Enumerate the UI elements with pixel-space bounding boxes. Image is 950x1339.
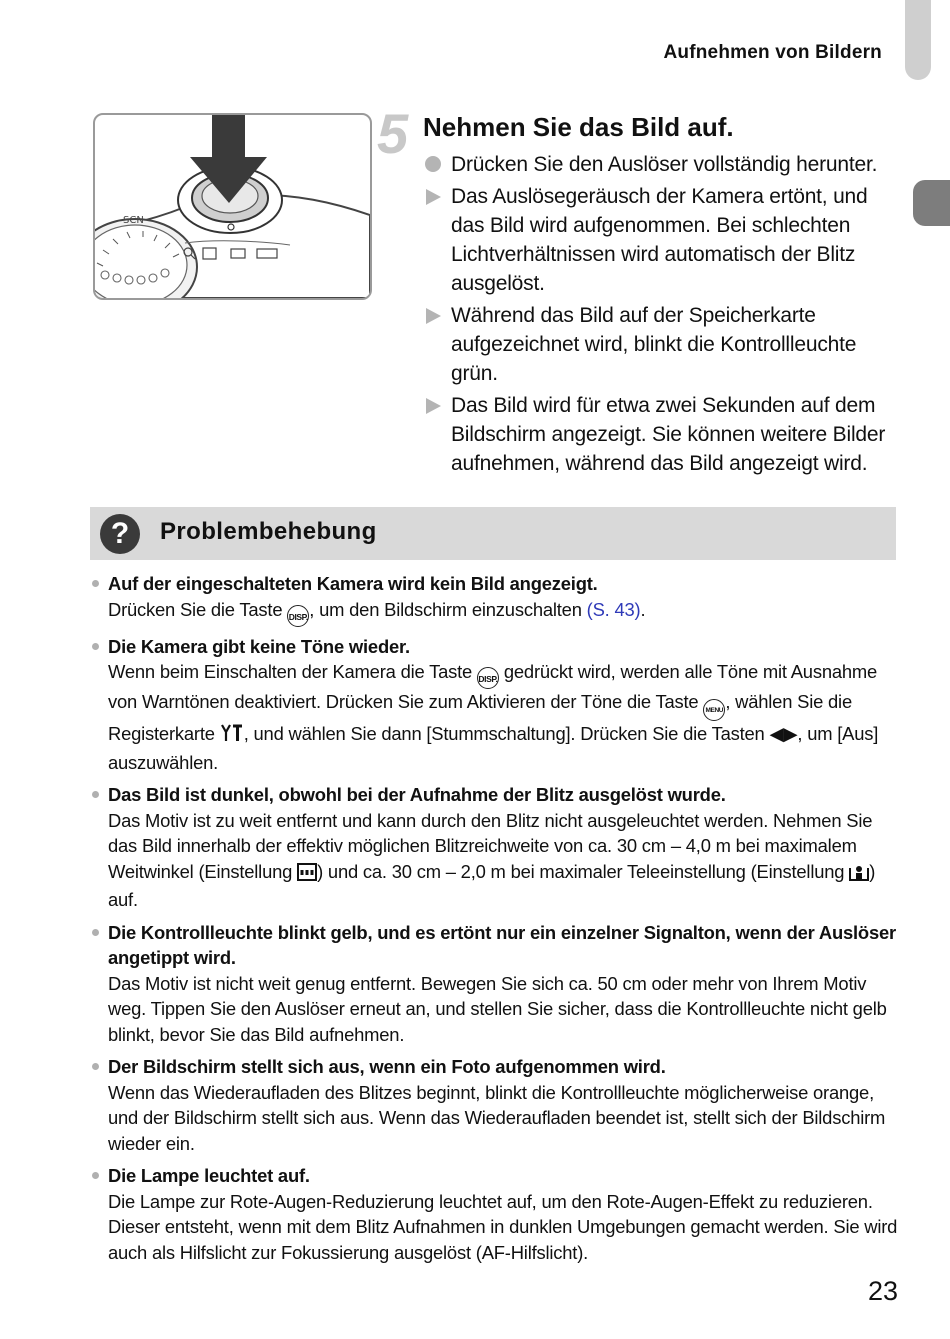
list-item <box>91 571 901 627</box>
disp-button-icon: DISP. <box>477 667 499 689</box>
settings-tab-icon <box>220 723 244 750</box>
bullet-dot-icon <box>92 580 99 587</box>
solution-text: , um den Bildschirm einzuschalten <box>309 598 587 620</box>
disp-button-icon: DISP. <box>287 605 309 627</box>
triangle-bullet-icon <box>426 308 441 324</box>
wide-angle-icon <box>297 862 317 888</box>
left-right-arrows-icon: ◀▶ <box>769 723 798 744</box>
issue-heading: Der Bildschirm stellt sich aus, wenn ein Foto aufgenommen wird. <box>108 1056 666 1077</box>
step-result <box>424 182 904 298</box>
solution-text: , um [Aus] auszuwählen. <box>108 723 879 773</box>
solution-text: , und wählen Sie dann [Stummschaltung]. Drücken Sie die Tasten <box>243 723 770 744</box>
step-action-text: Drücken Sie den Auslöser vollständig herunter. <box>451 153 878 176</box>
question-mark-icon: ? <box>100 514 140 554</box>
svg-text:SCN: SCN <box>123 215 144 226</box>
issue-solution <box>108 659 901 775</box>
list-item <box>91 634 901 776</box>
step-result <box>424 391 904 478</box>
issue-solution <box>108 597 901 627</box>
issue-heading: Die Kontrollleuchte blinkt gelb, und es ertönt nur ein einzelner Signalton, wenn der Auslöser angetippt wird. <box>108 921 896 968</box>
issue-heading: Auf der eingeschalteten Kamera wird kein Bild angezeigt. <box>108 573 598 594</box>
solution-text: ) auf. <box>108 860 876 910</box>
list-item <box>91 920 901 1048</box>
running-head-title: Aufnehmen von Bildern <box>663 42 882 63</box>
solution-text: . <box>640 598 646 620</box>
issue-heading: Das Bild ist dunkel, obwohl bei der Aufnahme der Blitz ausgelöst wurde. <box>108 784 726 805</box>
step-title: Nehmen Sie das Bild auf. <box>423 112 734 142</box>
triangle-bullet-icon <box>426 398 441 414</box>
step-action <box>424 150 904 179</box>
step-number: 5 <box>377 102 409 165</box>
step-result <box>424 301 904 388</box>
list-item <box>91 782 901 913</box>
issue-heading: Die Kamera gibt keine Töne wieder. <box>108 635 410 657</box>
circle-bullet-icon <box>425 156 441 172</box>
chapter-tab-top <box>905 0 931 80</box>
camera-top-drawing <box>95 115 370 298</box>
menu-button-icon: MENU <box>703 699 725 721</box>
bullet-dot-icon <box>92 929 99 936</box>
bullet-dot-icon <box>92 643 99 650</box>
troubleshooting-title: Problembehebung <box>160 518 377 545</box>
list-item <box>91 1163 901 1265</box>
list-item <box>91 1054 901 1156</box>
triangle-bullet-icon <box>426 189 441 205</box>
bullet-dot-icon <box>92 1172 99 1179</box>
step-result-text: Das Bild wird für etwa zwei Sekunden auf dem Bildschirm angezeigt. Sie können weitere Bilder aufnehmen, während das Bild angezeigt wird. <box>451 394 886 475</box>
solution-text: Das Motiv ist zu weit entfernt und kann durch den Blitz nicht ausgeleuchtet werden. Nehmen Sie das Bild innerhalb der effektiv möglichen Blitzreichweite von ca. 30 cm – 4,0 m bei maximalem Weitwinkel (Einstellung <box>108 809 873 882</box>
bullet-dot-icon <box>92 791 99 798</box>
solution-text: gedrückt wird, werden alle Töne mit Ausnahme von Warntönen deaktiviert. Drücken Sie zum Aktivieren der Töne die Taste <box>108 661 878 712</box>
issue-solution: Das Motiv ist nicht weit genug entfernt. Bewegen Sie sich ca. 50 cm oder mehr von Ihrem Motiv weg. Tippen Sie den Auslöser erneut an, und stellen Sie sicher, dass die Kontrollleuchte nicht gelb blinkt, bevor Sie das Bild aufnehmen. <box>108 972 887 1045</box>
chapter-tab-marker <box>913 180 950 226</box>
page-reference-link[interactable]: (S. 43) <box>586 598 641 620</box>
camera-shutter-illustration <box>93 113 372 300</box>
solution-text: , wählen Sie die Registerkarte <box>108 691 852 744</box>
issue-heading: Die Lampe leuchtet auf. <box>108 1165 310 1186</box>
step-instructions <box>424 150 904 481</box>
troubleshooting-list <box>91 571 901 1272</box>
issue-solution: Die Lampe zur Rote-Augen-Reduzierung leuchtet auf, um den Rote-Augen-Effekt zu reduzieren. Dieser entsteht, wenn mit dem Blitz Aufnahmen in dunklen Umgebungen gemacht werden. Sie wird auch als Hilfslicht zur Fokussierung ausgelöst (AF-Hilfslicht). <box>108 1190 898 1263</box>
issue-solution <box>108 808 901 913</box>
solution-text: ) und ca. 30 cm – 2,0 m bei maximaler Teleeinstellung (Einstellung <box>317 860 850 882</box>
step-result-text: Während das Bild auf der Speicherkarte aufgezeichnet wird, blinkt die Kontrollleuchte grün. <box>451 304 857 385</box>
step-result-text: Das Auslösegeräusch der Kamera ertönt, und das Bild wird aufgenommen. Bei schlechten Lichtverhältnissen wird automatisch der Blitz ausgelöst. <box>451 185 868 295</box>
telephoto-icon <box>849 862 869 888</box>
solution-text: Drücken Sie die Taste <box>108 598 288 620</box>
bullet-dot-icon <box>92 1063 99 1070</box>
issue-solution: Wenn das Wiederaufladen des Blitzes beginnt, blinkt die Kontrollleuchte möglicherweise orange, und der Bildschirm stellt sich aus. Wenn das Wiederaufladen beendet ist, stellt sich der Bildschirm wieder ein. <box>108 1081 886 1154</box>
solution-text: Wenn beim Einschalten der Kamera die Taste <box>108 661 477 682</box>
page-number: 23 <box>867 1276 898 1306</box>
